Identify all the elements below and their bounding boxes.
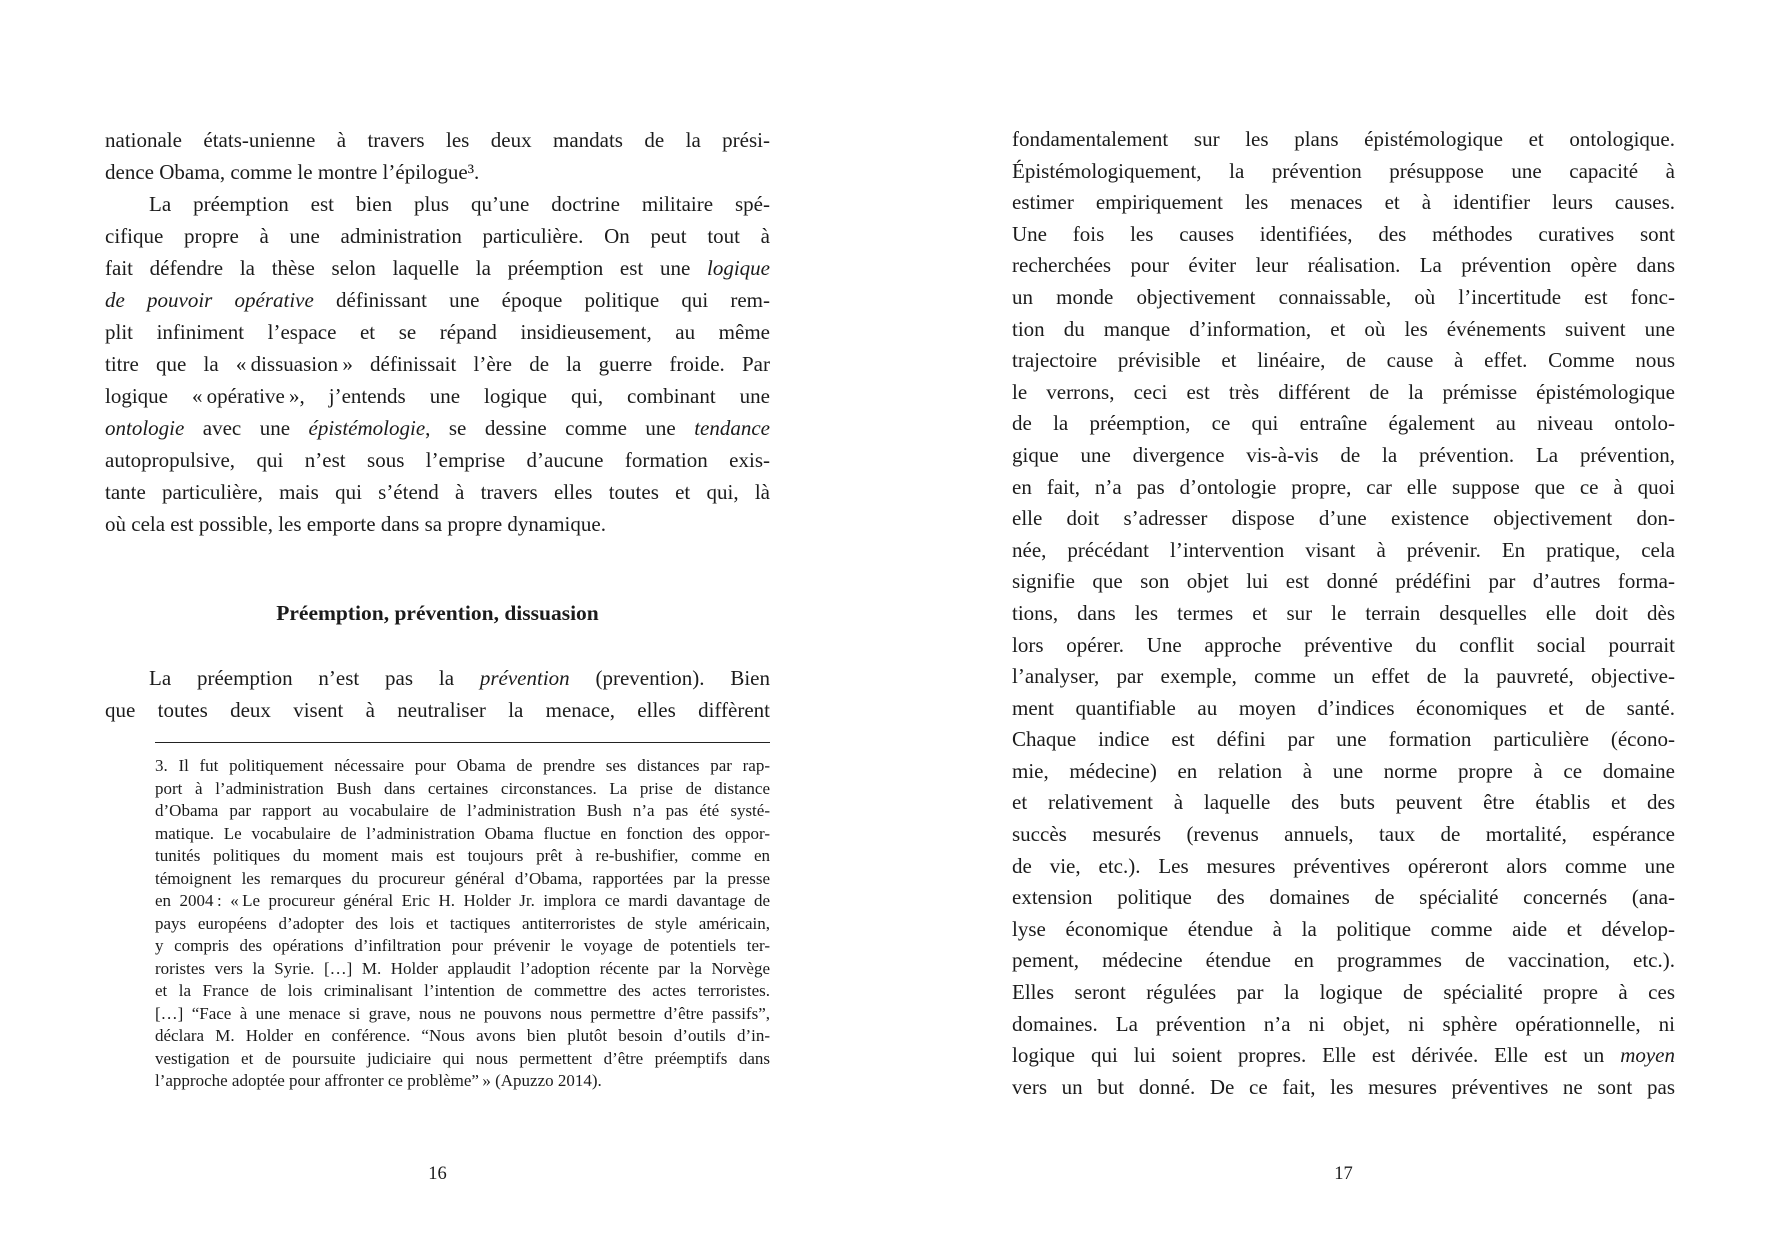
- page-number-right: 17: [1334, 1164, 1353, 1184]
- text-line: y compris des opérations d’infiltration pour prévenir le voyage de potentiels ter-: [155, 936, 770, 955]
- text-line: tante particulière, mais qui s’étend à travers elles toutes et qui, là: [105, 480, 770, 504]
- text-line: gique une divergence vis-à-vis de la prévention. La prévention,: [1012, 442, 1675, 467]
- text-line: port à l’administration Bush dans certaines circonstances. La prise de distance: [155, 778, 770, 798]
- text-line: succès mesurés (revenus annuels, taux de mortalité, espérance: [1012, 822, 1675, 847]
- text-line: 3. Il fut politiquement nécessaire pour Obama de prendre ses distances par rap-: [155, 756, 770, 775]
- text-line: matique. Le vocabulaire de l’administration Obama fluctue en fonction des oppor-: [155, 823, 770, 843]
- text-line: ment quantifiable au moyen d’indices économiques et de santé.: [1012, 695, 1675, 720]
- text-line: vestigation et de poursuite judiciaire qui nous permettent d’être préemptifs dans: [155, 1048, 770, 1068]
- text-line: […] “Face à une menace si grave, nous ne pouvons nous permettre d’être passifs”,: [155, 1003, 770, 1023]
- paragraph-continuation: [1012, 124, 1675, 1103]
- text-line: autopropulsive, qui n’est sous l’emprise d’aucune formation exis-: [105, 448, 770, 472]
- text-line: née, précédant l’intervention visant à prévenir. En pratique, cela: [1012, 537, 1675, 562]
- text-line: logique qui lui soient propres. Elle est dérivée. Elle est un moyen: [1012, 1043, 1675, 1068]
- text-line: d’Obama par rapport au vocabulaire de l’administration Bush n’a pas été systé-: [155, 801, 770, 820]
- paragraph: [105, 662, 770, 726]
- text-line: La préemption est bien plus qu’une doctrine militaire spé-: [149, 192, 770, 216]
- text-line: trajectoire prévisible et linéaire, de cause à effet. Comme nous: [1012, 348, 1675, 373]
- text-line: que toutes deux visent à neutraliser la menace, elles diffèrent: [105, 698, 770, 722]
- text-line: Elles seront régulées par la logique de spécialité propre à ces: [1012, 980, 1675, 1005]
- text-line: mie, médecine) en relation à une norme propre à ce domaine: [1012, 758, 1675, 783]
- text-line: en 2004 : « Le procureur général Eric H. Holder Jr. implora ce mardi davantage de: [155, 891, 770, 910]
- text-line: vers un but donné. De ce fait, les mesures préventives ne sont pas: [1012, 1074, 1675, 1099]
- text-line: témoignent les remarques du procureur général d’Obama, rapportées par la presse: [155, 868, 770, 888]
- text-line: l’analyser, par exemple, comme un effet de la pauvreté, objective-: [1012, 664, 1675, 689]
- text-line: le verrons, ceci est très différent de la prémisse épistémologique: [1012, 379, 1675, 404]
- text-line: où cela est possible, les emporte dans sa propre dynamique.: [105, 512, 606, 536]
- text-line: lyse économique étendue à la politique comme aide et dévelop-: [1012, 916, 1675, 941]
- text-line: signifie que son objet lui est donné prédéfini par d’autres forma-: [1012, 569, 1675, 594]
- text-line: Chaque indice est défini par une formation particulière (écono-: [1012, 727, 1675, 752]
- text-line: de vie, etc.). Les mesures préventives opéreront alors comme une: [1012, 853, 1675, 878]
- text-line: roristes vers la Syrie. […] M. Holder applaudit l’adoption récente par la Norvège: [155, 958, 770, 978]
- text-line: ontologie avec une épistémologie, se dessine comme une tendance: [105, 416, 770, 440]
- text-line: pays européens d’adopter des lois et tactiques antiterroristes de style américain,: [155, 913, 770, 933]
- footnote-rule: [155, 742, 770, 743]
- text-line: lors opérer. Une approche préventive du conflit social pourrait: [1012, 632, 1675, 657]
- text-line: pement, médecine étendue en programmes de vaccination, etc.).: [1012, 948, 1675, 973]
- page-right-text-column: [1012, 124, 1675, 1103]
- paragraph-continuation: [105, 124, 770, 188]
- paragraph: [105, 188, 770, 540]
- text-line: nationale états-unienne à travers les deux mandats de la prési-: [105, 128, 770, 152]
- text-line: recherchées pour éviter leur réalisation. La prévention opère dans: [1012, 253, 1675, 278]
- text-line: et la France de lois criminalisant l’intention de commettre des actes terroristes.: [155, 981, 770, 1000]
- section-heading: Préemption, prévention, dissuasion: [276, 601, 599, 625]
- text-line: et relativement à laquelle des buts peuvent être établis et des: [1012, 790, 1675, 815]
- text-line: cifique propre à une administration particulière. On peut tout à: [105, 224, 770, 248]
- text-line: tions, dans les termes et sur le terrain desquelles elle doit dès: [1012, 600, 1675, 625]
- text-line: de la préemption, ce qui entraîne également au niveau ontolo-: [1012, 411, 1675, 436]
- text-line: logique « opérative », j’entends une logique qui, combinant une: [105, 384, 770, 408]
- text-line: tunités politiques du moment mais est toujours prêt à re-bushifier, comme en: [155, 846, 770, 865]
- text-line: domaines. La prévention n’a ni objet, ni sphère opérationnelle, ni: [1012, 1011, 1675, 1036]
- text-line: plit infiniment l’espace et se répand insidieusement, au même: [105, 320, 770, 344]
- text-line: fondamentalement sur les plans épistémologique et ontologique.: [1012, 127, 1675, 151]
- text-line: fait défendre la thèse selon laquelle la préemption est une logique: [105, 256, 770, 280]
- text-line: elle doit s’adresser dispose d’une existence objectivement don-: [1012, 506, 1675, 531]
- text-line: déclara M. Holder en conférence. “Nous avons bien plutôt besoin d’outils d’in-: [155, 1026, 770, 1045]
- text-line: Une fois les causes identifiées, des méthodes curatives sont: [1012, 221, 1675, 246]
- text-line: de pouvoir opérative définissant une époque politique qui rem-: [105, 288, 770, 312]
- text-line: un monde objectivement connaissable, où l’incertitude est fonc-: [1012, 284, 1675, 309]
- page-left-text-column: [105, 124, 770, 1093]
- footnote: [155, 755, 770, 1093]
- text-line: tion du manque d’information, et où les événements suivent une: [1012, 316, 1675, 341]
- page-number-left: 16: [428, 1164, 447, 1184]
- text-line: La préemption n’est pas la prévention (prevention). Bien: [149, 666, 770, 690]
- text-line: Épistémologiquement, la prévention présuppose une capacité à: [1012, 158, 1675, 183]
- text-line: l’approche adoptée pour affronter ce problème” » (Apuzzo 2014).: [155, 1071, 602, 1090]
- text-line: en fait, n’a pas d’ontologie propre, car elle suppose que ce à quoi: [1012, 474, 1675, 499]
- text-line: extension politique des domaines de spécialité concernés (ana-: [1012, 885, 1675, 910]
- text-line: dence Obama, comme le montre l’épilogue³.: [105, 160, 480, 184]
- text-line: estimer empiriquement les menaces et à identifier leurs causes.: [1012, 190, 1675, 215]
- text-line: titre que la « dissuasion » définissait l’ère de la guerre froide. Par: [105, 352, 770, 376]
